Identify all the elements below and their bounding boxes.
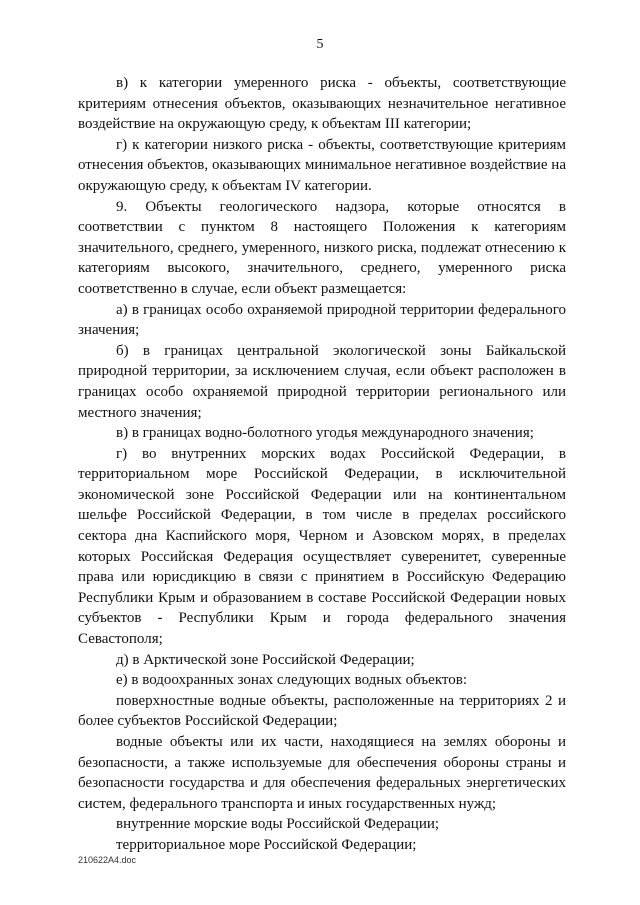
paragraph-water-objects-3: внутренние морские воды Российской Федерации;: [116, 816, 440, 833]
paragraph-water-objects-2: водные объекты или их части, находящиеся на землях обороны и безопасности, а также используемые для обеспечения обороны страны и безопасности государства и для обеспечения федеральных энергетических систем, федерального транспорта и иных государственных нужд;: [78, 734, 566, 812]
paragraph-water-objects-1: поверхностные водные объекты, расположенные на территориях 2 и более субъектов Российской Федерации;: [78, 692, 566, 730]
paragraph-item-g: г) к категории низкого риска - объекты, соответствующие критериям отнесения объектов, оказывающих минимальное негативное воздействие на окружающую среду, к объектам IV категории.: [78, 136, 566, 194]
paragraph-item-v: в) к категории умеренного риска - объекты, соответствующие критериям отнесения объектов, оказывающих незначительное негативное воздействие на окружающую среду, к объектам III категории;: [78, 75, 566, 133]
paragraph-clause-9: 9. Объекты геологического надзора, которые относятся в соответствии с пунктом 8 настоящего Положения к категориям значительного, среднего, умеренного, низкого риска, подлежат отнесению к категориям высокого, значительного, среднего, умеренного риска соответственно в случае, если объект размещается:: [78, 198, 566, 297]
paragraph-subitem-g: г) во внутренних морских водах Российской Федерации, в территориальном море Российской Федерации, в исключительной экономической зоне Российской Федерации или на континентальном шельфе Российской Федерации, в том числе в пределах российского сектора дна Каспийского моря, Черном и Азовском морях, в пределах которых Российская Федерация осуществляет суверенитет, суверенные права или юрисдикцию в связи с принятием в Российскую Федерацию Республики Крым и образованием в составе Российской Федерации новых субъектов - Республики Крым и города федерального значения Севастополя;: [78, 445, 566, 648]
paragraph-subitem-v: в) в границах водно-болотного угодья международного значения;: [116, 425, 534, 442]
paragraph-water-objects-4: территориальное море Российской Федерации;: [116, 836, 417, 853]
paragraph-subitem-e: е) в водоохранных зонах следующих водных объектов:: [116, 672, 468, 689]
document-body: [78, 73, 566, 856]
paragraph-subitem-b: б) в границах центральной экологической зоны Байкальской природной территории, за исключением случая, если объект расположен в границах особо охраняемой природной территории регионального или местного значения;: [78, 342, 566, 421]
paragraph-subitem-a: а) в границах особо охраняемой природной территории федерального значения;: [78, 301, 566, 339]
document-file-code: 210622A4.doc: [78, 855, 137, 865]
paragraph-subitem-d: д) в Арктической зоне Российской Федерации;: [116, 651, 415, 668]
page-number: 5: [316, 37, 324, 52]
